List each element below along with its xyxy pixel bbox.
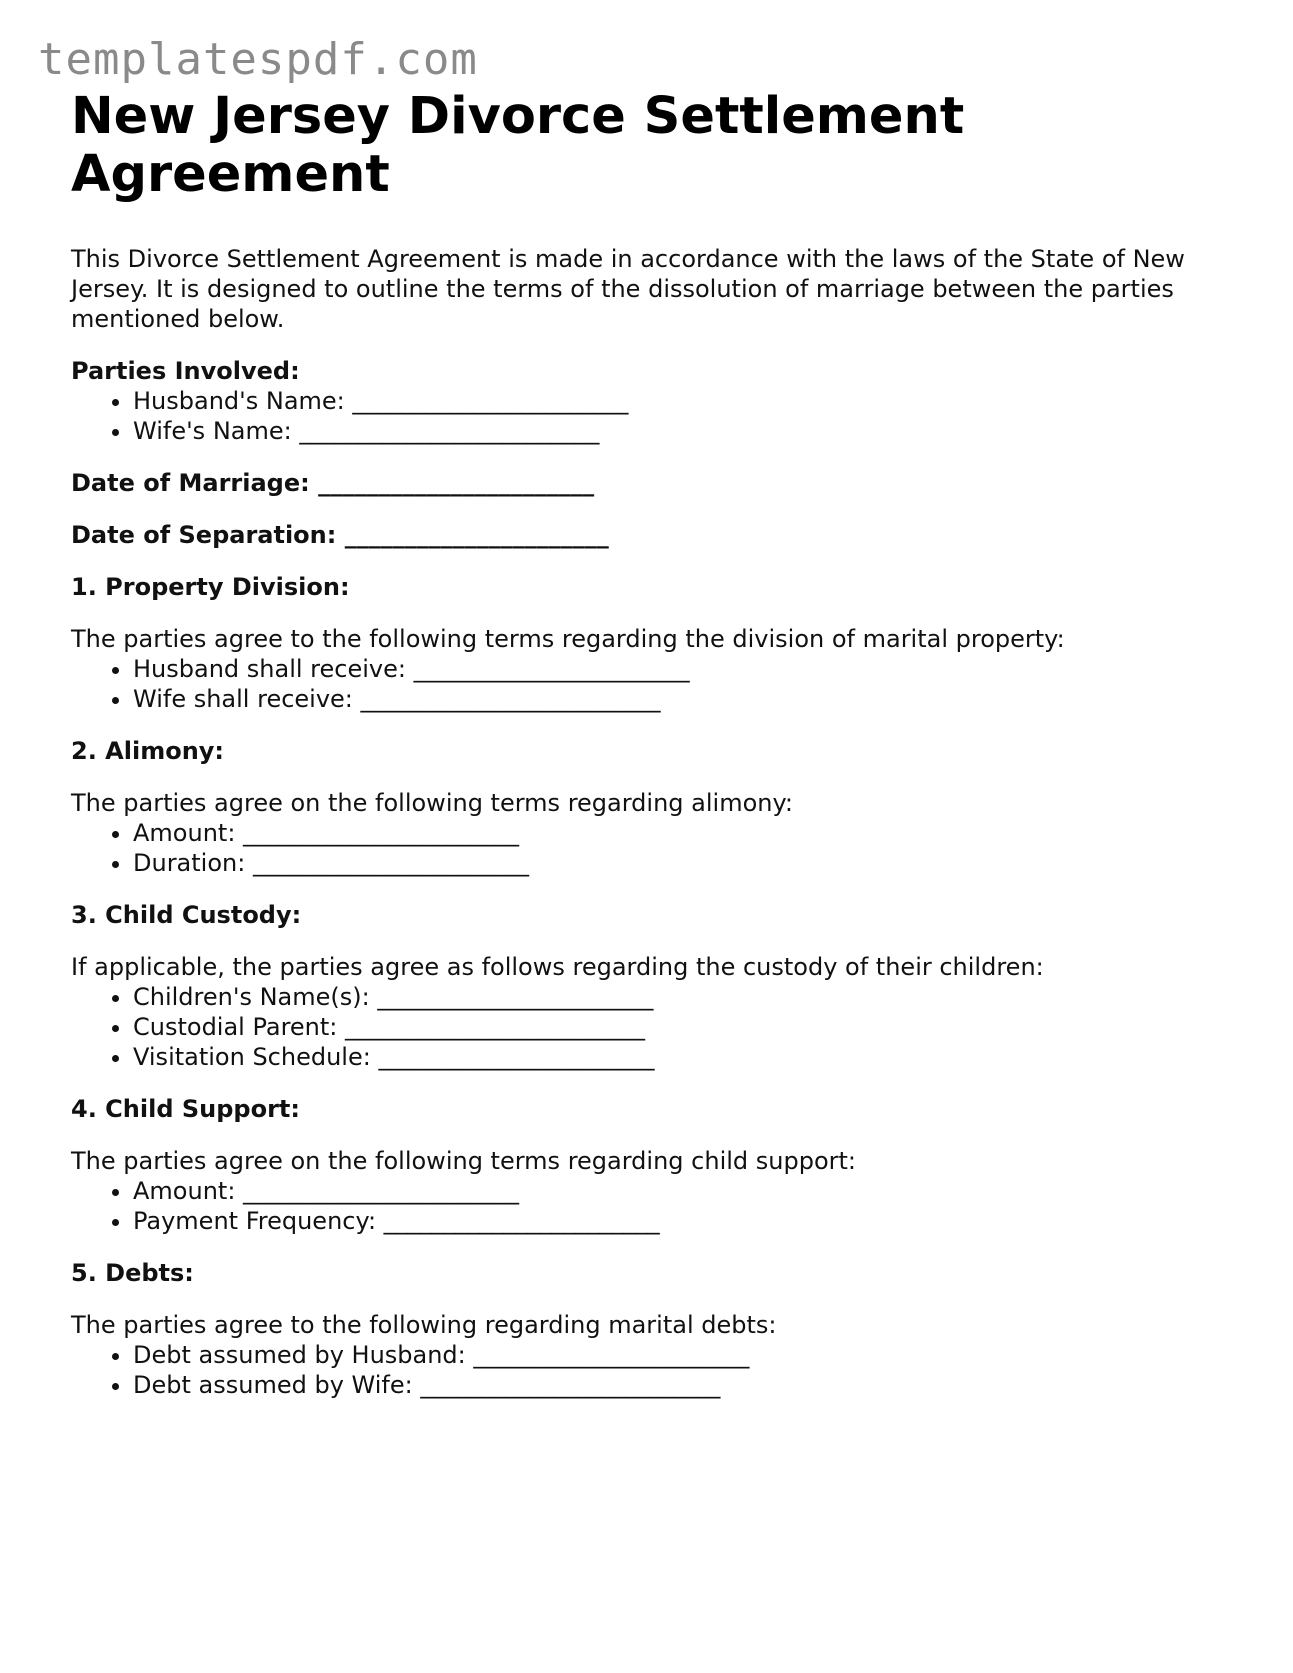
- date-of-marriage: Date of Marriage: _______________________: [71, 469, 595, 497]
- child-support-list: [71, 1176, 1221, 1236]
- section-text-debts: The parties agree to the following regarding marital debts:: [71, 1311, 777, 1339]
- section-text-child-support: The parties agree on the following terms regarding child support:: [71, 1147, 856, 1175]
- list-item: • Husband's Name: _______________________: [133, 386, 1221, 416]
- section-text-property: The parties agree to the following terms regarding the division of marital property:: [71, 625, 1065, 653]
- list-item: • Duration: _______________________: [133, 848, 1221, 878]
- list-item: • Amount: _______________________: [133, 1176, 1221, 1206]
- list-item: • Custodial Parent: _________________________: [133, 1012, 1221, 1042]
- intro-paragraph: This Divorce Settlement Agreement is made in accordance with the laws of the State of New Jersey. It is designed to outline the terms of the dissolution of marriage between the parties mentioned below.: [71, 245, 1185, 333]
- section-text-alimony: The parties agree on the following terms regarding alimony:: [71, 789, 794, 817]
- list-item: • Husband shall receive: _______________________: [133, 654, 1221, 684]
- list-item: • Payment Frequency: _______________________: [133, 1206, 1221, 1236]
- alimony-list: [71, 818, 1221, 878]
- page-title: New Jersey Divorce Settlement Agreement: [71, 87, 965, 204]
- property-list: [71, 654, 1221, 714]
- date-of-separation: Date of Separation: ______________________: [71, 521, 609, 549]
- debts-list: [71, 1340, 1221, 1400]
- list-item: • Debt assumed by Husband: _______________________: [133, 1340, 1221, 1370]
- list-item: • Debt assumed by Wife: _________________________: [133, 1370, 1221, 1400]
- custody-list: [71, 982, 1221, 1072]
- section-heading-custody: 3. Child Custody:: [71, 901, 302, 929]
- list-item: • Wife's Name: _________________________: [133, 416, 1221, 446]
- section-heading-child-support: 4. Child Support:: [71, 1095, 300, 1123]
- watermark: templatespdf.com: [38, 34, 478, 85]
- section-heading-alimony: 2. Alimony:: [71, 737, 225, 765]
- list-item: • Children's Name(s): _______________________: [133, 982, 1221, 1012]
- parties-list: [71, 386, 1221, 446]
- parties-heading: Parties Involved:: [71, 357, 300, 385]
- list-item: • Visitation Schedule: _______________________: [133, 1042, 1221, 1072]
- section-text-custody: If applicable, the parties agree as follows regarding the custody of their children:: [71, 953, 1044, 981]
- section-heading-debts: 5. Debts:: [71, 1259, 194, 1287]
- list-item: • Amount: _______________________: [133, 818, 1221, 848]
- list-item: • Wife shall receive: _________________________: [133, 684, 1221, 714]
- document-body: [71, 88, 1221, 1400]
- section-heading-property: 1. Property Division:: [71, 573, 350, 601]
